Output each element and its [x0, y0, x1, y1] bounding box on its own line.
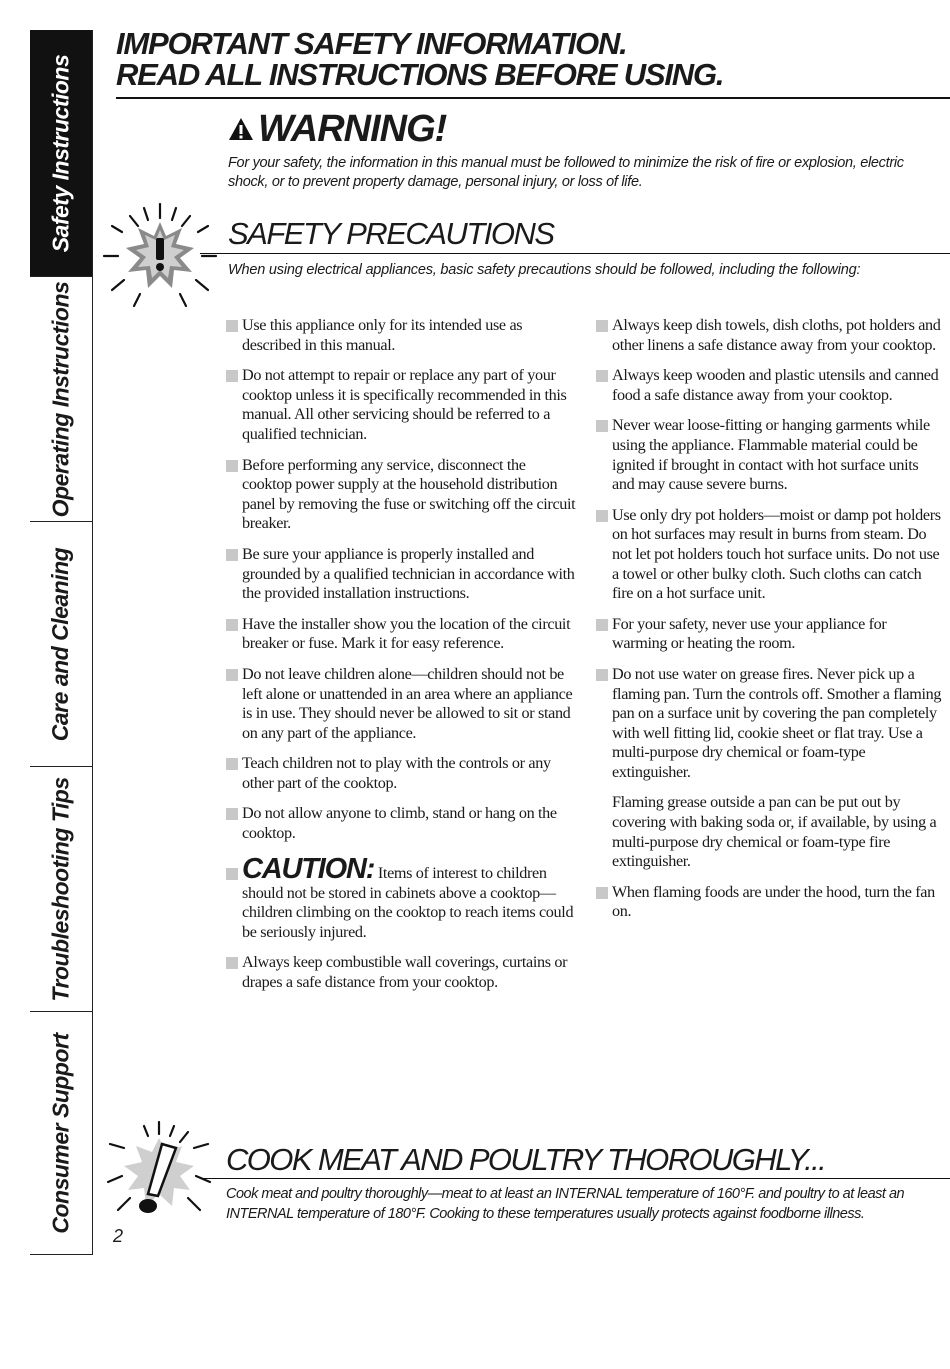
tab-safety-instructions[interactable]	[30, 30, 92, 277]
list-item: When flaming foods are under the hood, turn the fan on.	[596, 883, 942, 922]
list-item: Do not use water on grease fires. Never pick up a flaming pan. Turn the controls off. Smother a flaming pan on a surface unit by covering the pan completely with well fitting lid, cookie sheet or flat tray. Use a multi-purpose dry chemical or foam-type extinguisher.	[596, 665, 942, 783]
list-item: Always keep dish towels, dish cloths, pot holders and other linens a safe distance away from your cooktop.	[596, 316, 942, 355]
grease-fire-note: Flaming grease outside a pan can be put out by covering with baking soda or, if available, by using a multi-purpose dry chemical or foam-type fire extinguisher.	[612, 793, 937, 871]
cook-meat-heading: COOK MEAT AND POULTRY THOROUGHLY...	[226, 1142, 826, 1177]
list-item: Do not attempt to repair or replace any part of your cooktop unless it is specifically recommended in this manual. All other servicing should be referred to a qualified technician.	[226, 366, 578, 444]
list-item: Never wear loose-fitting or hanging garments while using the appliance. Flammable material could be ignited if brought in contact with hot surface units and may cause severe burns.	[596, 416, 942, 494]
bullet-square-icon	[596, 370, 608, 382]
section-divider	[200, 253, 950, 254]
tab-care-and-cleaning[interactable]	[30, 522, 92, 767]
right-column	[596, 316, 942, 933]
bullet-square-icon	[596, 619, 608, 631]
tab-label: Operating Instructions	[47, 281, 74, 517]
list-item: Do not allow anyone to climb, stand or hang on the cooktop.	[226, 804, 578, 843]
section-divider	[200, 1178, 950, 1179]
tab-label: Troubleshooting Tips	[47, 776, 74, 1002]
caution-item	[226, 852, 578, 943]
warning-text: For your safety, the information in this manual must be followed to minimize the risk of fire or explosion, electric shock, or to prevent property damage, personal injury, or loss of life.	[228, 155, 904, 190]
tab-label: Consumer Support	[47, 1032, 74, 1234]
bullet-square-icon	[596, 887, 608, 899]
bullet-square-icon	[596, 320, 608, 332]
tab-troubleshooting-tips[interactable]	[30, 767, 92, 1012]
bullet-square-icon	[226, 619, 238, 631]
bullet-square-icon	[226, 758, 238, 770]
list-item: For your safety, never use your appliance for warming or heating the room.	[596, 615, 942, 654]
list-item: Use this appliance only for its intended use as described in this manual.	[226, 316, 578, 355]
page-number: 2	[113, 1226, 124, 1246]
list-item: Have the installer show you the location of the circuit breaker or fuse. Mark it for easy reference.	[226, 615, 578, 654]
title-line-1: IMPORTANT SAFETY INFORMATION.	[116, 26, 627, 61]
bullet-square-icon	[226, 370, 238, 382]
tab-operating-instructions[interactable]	[30, 277, 92, 522]
header-divider	[116, 97, 950, 99]
list-item: Do not leave children alone—children should not be left alone or unattended in an area where an appliance is in use. They should never be allowed to sit or stand on any part of the appliance.	[226, 665, 578, 743]
bullet-square-icon	[226, 549, 238, 561]
exclamation-burst-icon	[104, 1118, 214, 1228]
exclamation-burst-icon	[100, 196, 220, 316]
safety-precautions-heading: SAFETY PRECAUTIONS	[228, 216, 554, 251]
safety-precautions-intro: When using electrical appliances, basic safety precautions should be followed, including the following:	[228, 262, 861, 278]
bullet-square-icon	[226, 957, 238, 969]
list-item: Teach children not to play with the controls or any other part of the cooktop.	[226, 754, 578, 793]
bullet-square-icon	[226, 808, 238, 820]
tab-label: Safety Instructions	[47, 54, 74, 252]
list-item: Always keep wooden and plastic utensils and canned food a safe distance away from your cooktop.	[596, 366, 942, 405]
tab-consumer-support[interactable]	[30, 1012, 92, 1255]
list-item: Always keep combustible wall coverings, curtains or drapes a safe distance from your cooktop.	[226, 953, 578, 992]
warning-heading	[228, 108, 446, 150]
bullet-square-icon	[226, 320, 238, 332]
bullet-square-icon	[226, 669, 238, 681]
list-item: Use only dry pot holders—moist or damp pot holders on hot surfaces may result in burns from steam. Do not let pot holders touch hot surface units. Do not use a towel or other bulky cloth. Such cloths can catch fire on a hot surface unit.	[596, 506, 942, 604]
list-item: Be sure your appliance is properly installed and grounded by a qualified technician in accordance with the provided installation instructions.	[226, 545, 578, 604]
warning-heading-text: WARNING!	[258, 108, 447, 150]
warning-triangle-icon	[228, 117, 254, 141]
bullet-square-icon	[226, 460, 238, 472]
title-line-2: READ ALL INSTRUCTIONS BEFORE USING.	[116, 57, 724, 92]
list-item: Before performing any service, disconnect the cooktop power supply at the household distribution panel by removing the fuse or switching off the circuit breaker.	[226, 456, 578, 534]
left-column	[226, 316, 578, 1004]
section-tabs	[30, 30, 93, 1255]
bullet-square-icon	[226, 868, 238, 880]
cook-meat-text: Cook meat and poultry thoroughly—meat to at least an INTERNAL temperature of 160°F. and poultry to at least an INTERNAL temperature of 180°F. Cooking to these temperatures usually protects against foodborne illness.	[226, 1186, 905, 1222]
caution-label: CAUTION:	[242, 852, 375, 885]
tab-label: Care and Cleaning	[47, 547, 74, 741]
bullet-square-icon	[596, 420, 608, 432]
page-title	[116, 28, 723, 90]
bullet-square-icon	[596, 669, 608, 681]
caution-text: Items of interest to children should not be stored in cabinets above a cooktop—children climbing on the cooktop to reach items could be seriously injured.	[242, 863, 574, 941]
bullet-square-icon	[596, 510, 608, 522]
